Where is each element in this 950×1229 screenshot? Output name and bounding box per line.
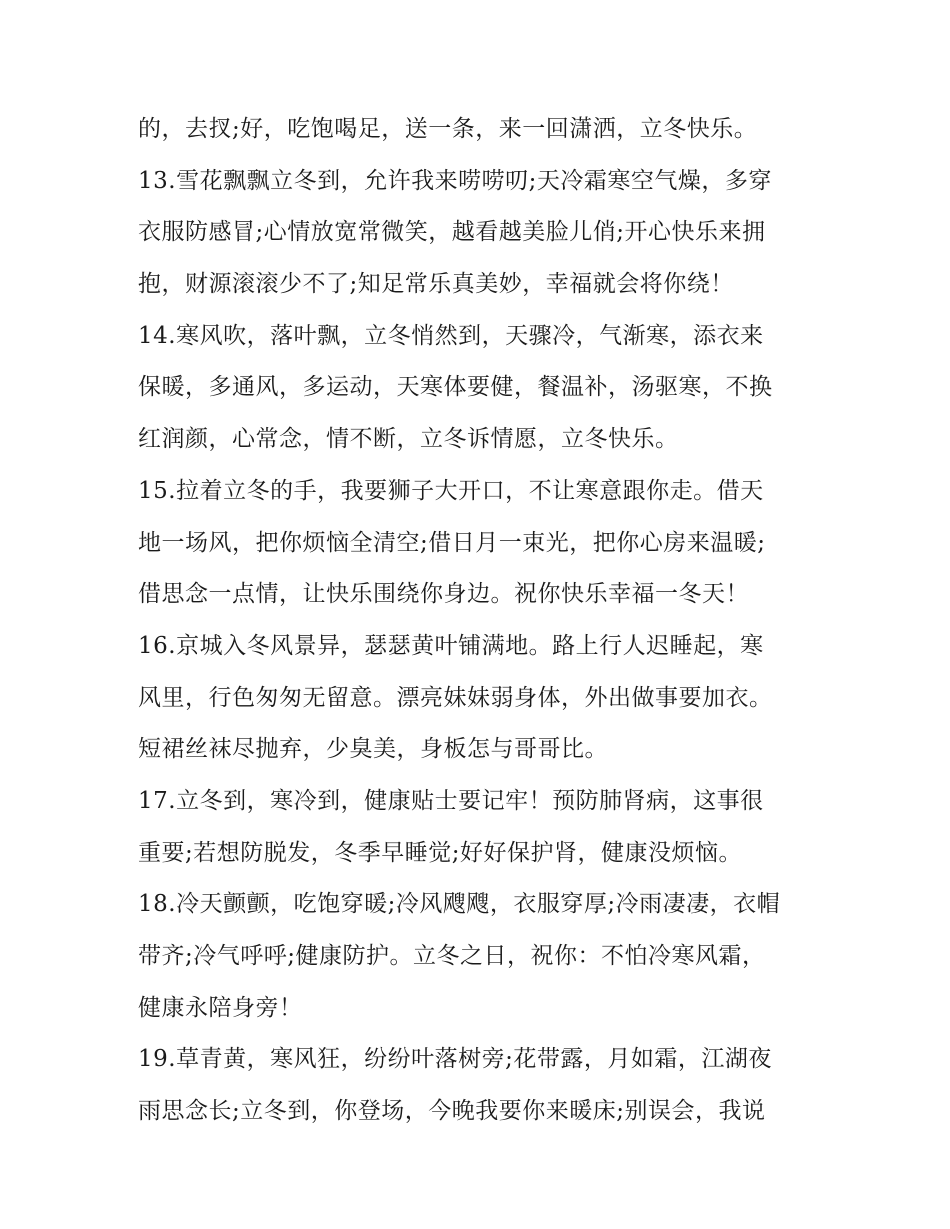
text-line: 红润颜，心常念，情不断，立冬诉情愿，立冬快乐。 [138, 426, 679, 453]
text-line: 借思念一点情，让快乐围绕你身边。祝你快乐幸福一冬天！ [138, 581, 749, 608]
text-line: 13.雪花飘飘立冬到，允许我来唠唠叨;天冷霜寒空气燥，多穿 [138, 167, 772, 194]
text-line: 地一场风，把你烦恼全清空;借日月一束光，把你心房来温暖; [138, 529, 766, 556]
text-line: 重要;若想防脱发，冬季早睡觉;好好保护肾，健康没烦恼。 [138, 839, 742, 866]
text-line: 保暖，多通风，多运动，天寒体要健，餐温补，汤驱寒，不换 [138, 374, 773, 401]
text-line: 短裙丝袜尽抛弃，少臭美，身板怎与哥哥比。 [138, 736, 608, 763]
text-line: 18.冷天颤颤，吃饱穿暖;冷风飕飕，衣服穿厚;冷雨凄凄，衣帽 [138, 891, 781, 918]
text-line: 衣服防感冒;心情放宽常微笑，越看越美脸儿俏;开心快乐来拥 [138, 219, 766, 246]
text-line: 雨思念长;立冬到，你登场，今晚我要你来暖床;别误会，我说 [138, 1098, 766, 1125]
text-line: 风里，行色匆匆无留意。漂亮妹妹弱身体，外出做事要加衣。 [138, 684, 773, 711]
text-line: 的，去扠;好，吃饱喝足，送一条，来一回潇洒，立冬快乐。 [138, 116, 758, 142]
text-line: 17.立冬到，寒冷到，健康贴士要记牢！预防肺肾病，这事很 [138, 787, 764, 814]
text-line: 16.京城入冬风景异，瑟瑟黄叶铺满地。路上行人迟睡起，寒 [138, 632, 764, 659]
text-line: 带齐;冷气呼呼;健康防护。立冬之日，祝你：不怕冷寒风霜， [138, 943, 766, 969]
text-line: 15.拉着立冬的手，我要狮子大开口，不让寒意跟你走。借天 [138, 477, 764, 504]
text-line: 14.寒风吹，落叶飘，立冬悄然到，天骤冷，气渐寒，添衣来 [138, 322, 764, 349]
text-line: 19.草青黄，寒风狂，纷纷叶落树旁;花带露，月如霜，江湖夜 [138, 1046, 772, 1073]
document-body [138, 104, 818, 1138]
text-line: 健康永陪身旁！ [138, 994, 303, 1021]
text-line: 抱，财源滚滚少不了;知足常乐真美妙，幸福就会将你绕！ [138, 271, 734, 298]
